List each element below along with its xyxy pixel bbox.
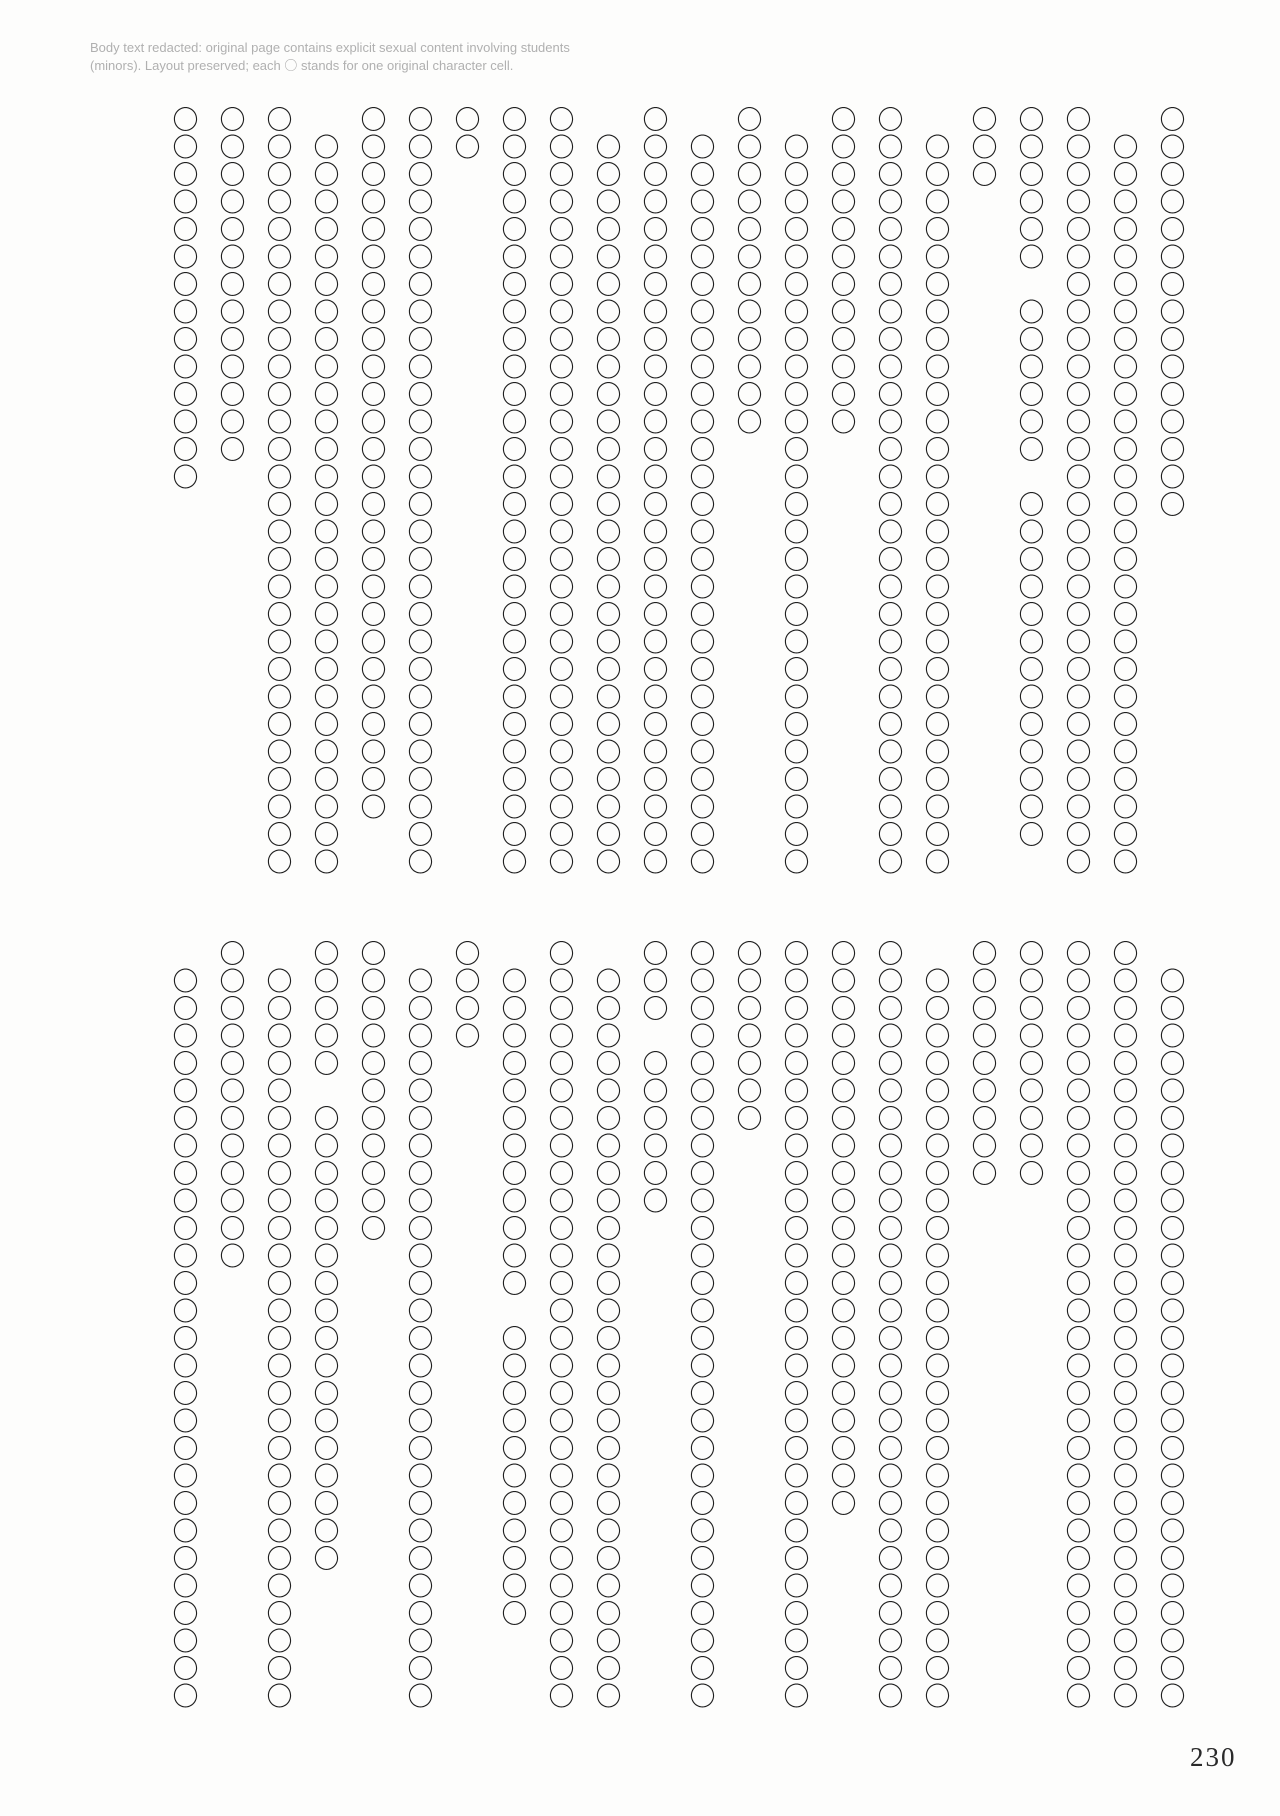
text-line: 〇〇〇〇〇〇〇〇〇〇〇〇〇〇 [169,106,198,491]
text-line: 〇〇〇〇〇〇〇〇〇〇〇〇〇〇〇〇〇〇〇〇〇〇〇〇〇〇〇〇 [545,106,574,876]
text-line: 〇〇〇〇〇〇〇〇〇〇〇〇〇 [216,106,245,464]
text-line: 〇〇〇〇〇〇〇〇〇〇〇〇〇〇〇〇〇〇〇〇〇〇〇〇〇〇〇〇 [874,106,903,876]
text-line: 〇〇〇〇〇〇〇〇〇〇〇 [357,940,386,1243]
text-line: 〇〇〇〇〇〇〇〇〇〇〇〇〇〇〇〇〇〇〇〇〇〇〇〇〇〇〇〇 [1062,106,1091,876]
text-line: 〇〇〇〇〇〇〇〇〇〇〇〇〇〇〇〇〇〇〇〇〇〇〇〇〇〇〇 [1156,940,1185,1710]
text-line: 〇〇〇〇〇〇〇〇〇 [968,940,997,1188]
text-line: 〇〇〇〇〇〇〇〇〇〇〇〇〇〇〇〇〇〇〇〇〇〇〇〇〇〇〇 [404,940,433,1710]
text-line: 〇〇〇〇〇〇〇〇〇〇〇〇〇〇〇〇〇〇〇〇〇〇〇〇〇〇〇 [592,940,621,1710]
text-line: 〇〇〇〇〇〇〇〇〇〇〇〇〇〇〇〇〇〇〇〇〇 [827,940,856,1518]
text-line: 〇〇〇〇〇〇〇〇〇〇〇〇 [827,106,856,436]
page-number: 230 [1190,1742,1237,1772]
text-line: 〇〇〇〇〇〇〇〇〇〇〇〇〇〇〇〇〇〇〇〇〇〇〇〇〇〇〇 [592,106,621,876]
text-block-top [160,106,1194,884]
text-line: 〇〇〇〇〇 〇〇〇〇〇〇〇〇〇〇〇〇〇〇〇〇〇 [310,940,339,1573]
text-line: 〇〇〇〇〇〇〇〇〇〇〇〇 [216,940,245,1270]
text-line: 〇〇〇 [968,106,997,189]
text-line: 〇〇〇〇〇〇〇〇〇〇〇〇〇〇〇〇〇〇〇〇〇〇〇〇〇〇〇〇 [498,106,527,876]
text-line: 〇〇〇〇〇〇〇〇〇〇〇〇〇〇〇〇〇〇〇〇〇〇〇〇〇〇〇 [780,106,809,876]
text-line: 〇〇〇 〇〇〇〇〇〇 [639,940,668,1215]
text-line: 〇〇〇〇〇〇〇〇〇〇〇〇〇〇〇〇〇〇〇〇〇〇〇〇〇〇〇 [686,106,715,876]
text-line: 〇〇〇〇〇〇〇〇〇〇〇〇〇〇〇〇〇〇〇〇〇〇〇〇〇〇〇〇 [1109,940,1138,1710]
text-line: 〇〇〇〇〇〇〇〇〇〇〇〇〇〇〇〇〇〇〇〇〇〇〇〇〇〇〇 [263,940,292,1710]
text-line: 〇〇〇〇〇〇〇〇〇〇〇〇〇〇〇〇〇〇〇〇〇〇〇〇〇〇〇 [921,940,950,1710]
text-line: 〇〇〇〇〇〇 〇〇〇〇〇〇 〇〇〇〇〇〇〇〇〇〇〇〇〇 [1015,106,1044,849]
text-line: 〇〇〇〇〇〇〇〇〇〇〇〇〇〇〇〇〇〇〇〇〇〇〇〇〇〇〇 [1109,106,1138,876]
text-line: 〇〇〇〇〇〇〇〇〇〇〇〇〇〇〇〇〇〇〇〇〇〇〇〇〇〇〇〇 [1062,940,1091,1710]
text-line: 〇〇〇〇〇〇〇〇〇〇〇〇〇〇〇〇〇〇〇〇〇〇〇〇〇〇〇 [169,940,198,1710]
text-line: 〇〇〇〇〇〇〇〇〇〇〇〇〇〇〇〇〇〇〇〇〇〇〇〇〇〇〇〇 [686,940,715,1710]
text-line: 〇〇〇〇〇〇〇〇〇〇〇〇〇〇〇〇〇〇〇〇〇〇〇〇〇〇〇 [921,106,950,876]
text-block-bottom [160,940,1194,1718]
text-line: 〇〇〇〇〇〇〇〇〇〇〇〇〇〇〇〇〇〇〇〇〇〇〇〇〇〇〇〇 [639,106,668,876]
text-line: 〇〇〇〇〇〇〇〇〇〇〇〇〇〇〇〇〇〇〇〇〇〇〇〇〇〇〇〇 [263,106,292,876]
text-line: 〇〇〇〇〇〇〇 [733,940,762,1133]
text-line: 〇〇〇〇〇〇〇〇〇〇〇〇 [733,106,762,436]
text-line: 〇〇〇〇〇〇〇〇〇〇〇〇〇〇〇〇〇〇〇〇〇〇〇〇〇〇〇 [310,106,339,876]
text-line: 〇〇 [451,106,480,161]
text-line: 〇〇〇〇〇〇〇〇〇〇〇〇〇〇〇〇〇〇〇〇〇〇〇〇〇〇〇〇 [780,940,809,1710]
text-line: 〇〇〇〇〇〇〇〇〇〇〇〇〇〇〇〇〇〇〇〇〇〇〇〇〇〇 [357,106,386,821]
text-line: 〇〇〇〇〇〇〇〇〇〇〇〇〇〇〇〇〇〇〇〇〇〇〇〇〇〇〇〇 [874,940,903,1710]
text-line: 〇〇〇〇〇〇〇〇〇〇〇〇〇〇〇 [1156,106,1185,519]
text-line: 〇〇〇〇〇〇〇〇〇〇〇〇 〇〇〇〇〇〇〇〇〇〇〇 [498,940,527,1628]
text-line: 〇〇〇〇 [451,940,480,1050]
redaction-note: Body text redacted: original page contains explicit sexual content involving students (minors). Layout preserved; each 〇 stands for one original character cell. [90,40,570,73]
text-line: 〇〇〇〇〇〇〇〇〇〇〇〇〇〇〇〇〇〇〇〇〇〇〇〇〇〇〇〇 [404,106,433,876]
text-line: 〇〇〇〇〇〇〇〇〇 [1015,940,1044,1188]
text-line: 〇〇〇〇〇〇〇〇〇〇〇〇〇〇〇〇〇〇〇〇〇〇〇〇〇〇〇〇 [545,940,574,1710]
